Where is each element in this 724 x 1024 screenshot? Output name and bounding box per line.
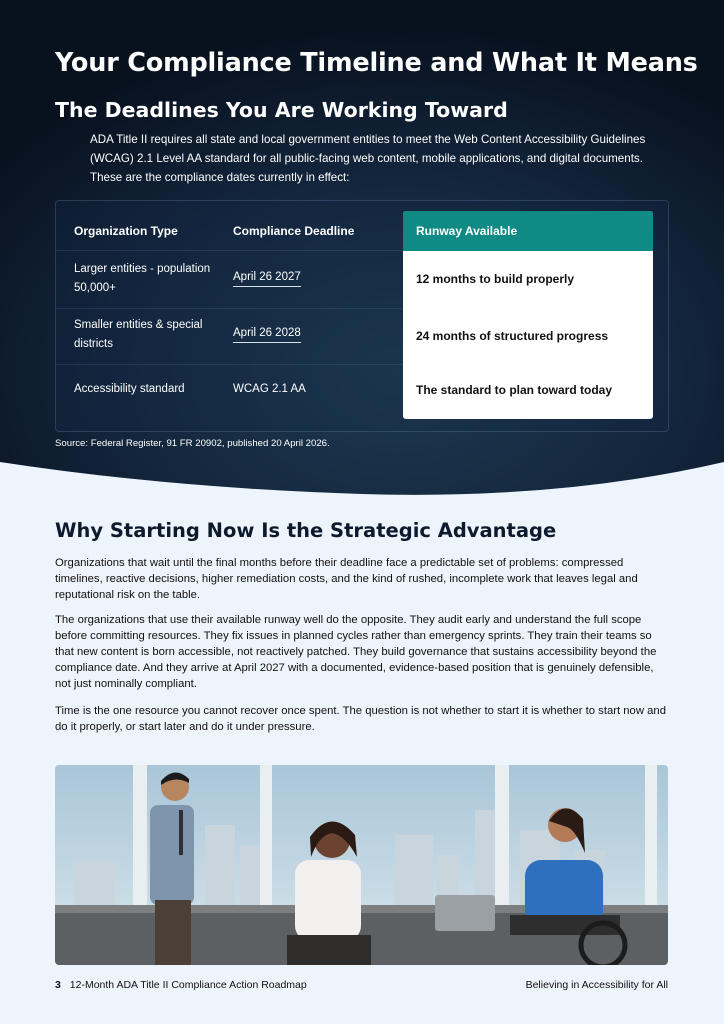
body-paragraph: The organizations that use their available runway well do the opposite. They audit early and understand the full scope before committing resources. They fix issues in planned cycles rather than emergency sprints. They train their teams so that new content is born accessible, not reactively patched. They build governance that sustains accessibility beyond the compliance date. And they arrive at April 2027 with a documented, evidence-based position that is genuinely defensible, not just nominally compliant. (55, 614, 657, 690)
table-cell-deadline: WCAG 2.1 AA (233, 383, 306, 395)
footer-left (55, 979, 307, 991)
table-cell-deadline: April 26 2028 (233, 327, 301, 343)
table-cell-runway: 24 months of structured progress (416, 329, 609, 343)
column-header-runway-available: Runway Available (403, 211, 653, 251)
row-divider (56, 364, 402, 365)
table-cell-org-type: Accessibility standard (74, 383, 185, 395)
column-header-organization-type: Organization Type (74, 224, 178, 238)
body-paragraph: Organizations that wait until the final months before their deadline face a predictable set of problems: compressed timelines, reactive decisions, higher remediation costs, and the kind of rushed, incomplete work that leaves legal and reputational risk on the table. (55, 557, 638, 601)
section-title: Why Starting Now Is the Strategic Advantage (55, 519, 557, 542)
row-divider (56, 308, 402, 309)
column-header-compliance-deadline: Compliance Deadline (233, 224, 355, 238)
page-number: 3 (55, 979, 61, 991)
table-cell-org-type: Larger entities - population 50,000+ (74, 263, 211, 294)
table-cell-runway: The standard to plan toward today (416, 383, 613, 397)
table-cell-runway: 12 months to build properly (416, 272, 575, 286)
body-paragraph: Time is the one resource you cannot recover once spent. The question is not whether to start it is whether to start now and do it properly, or start later and do it under pressure. (55, 705, 666, 733)
intro-paragraph: ADA Title II requires all state and local government entities to meet the Web Content Accessibility Guidelines (WCAG) 2.1 Level AA standard for all public-facing web content, mobile applications, and digital documents. These are the compliance dates currently in effect: (90, 133, 646, 184)
section-subtitle: The Deadlines You Are Working Toward (55, 98, 508, 122)
row-divider (56, 250, 402, 251)
document-title: 12-Month ADA Title II Compliance Action Roadmap (69, 979, 307, 991)
source-citation: Source: Federal Register, 91 FR 20902, published 20 April 2026. (55, 438, 330, 449)
page-title: Your Compliance Timeline and What It Means (55, 48, 698, 78)
runway-column-card (403, 211, 653, 419)
footer-tagline: Believing in Accessibility for All (525, 979, 668, 991)
meeting-photo (55, 765, 668, 965)
table-cell-org-type: Smaller entities & special districts (74, 319, 203, 350)
table-cell-deadline: April 26 2027 (233, 271, 301, 287)
